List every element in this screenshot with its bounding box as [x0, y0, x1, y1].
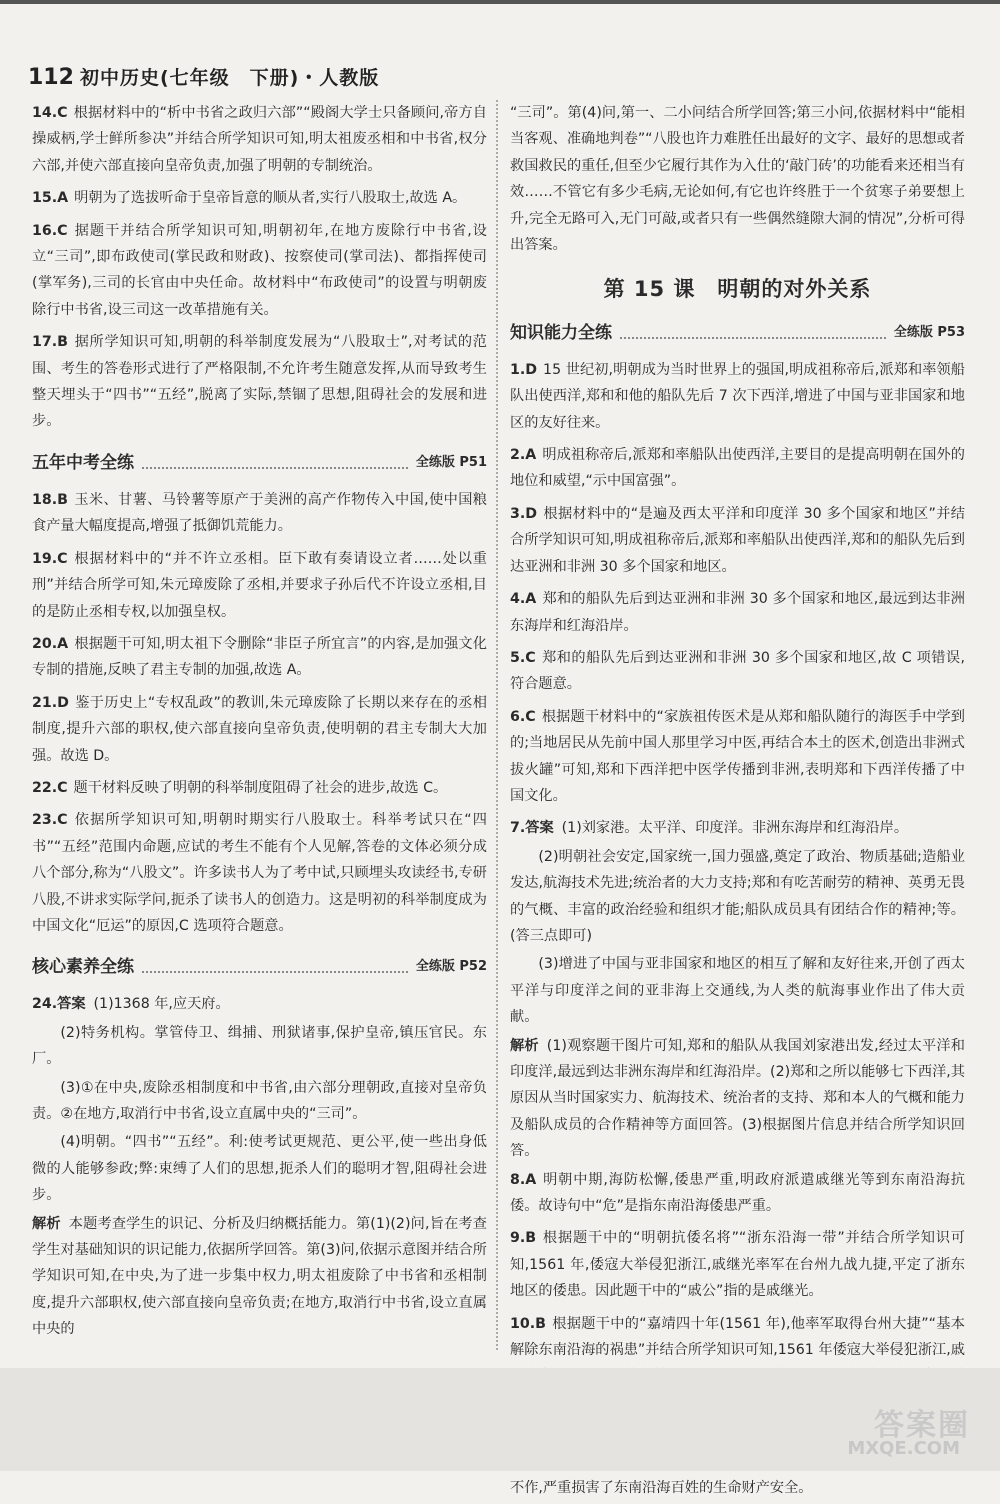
- answer-number: 5.C: [510, 649, 536, 666]
- answer-text: 根据题干可知,明太祖下令删除“非臣子所宜言”的内容,是加强文化专制的措施,反映了君主专制的加强,故选 A。: [32, 635, 487, 679]
- answer-text: 根据材料中的“析中书省之政归六部”“殿阁大学士只备顾问,帝方自操威柄,学士鲜所参决”并结合所学知识可知,明太祖废丞相和中书省,权分六部,并使六部直接向皇帝负责,加强了明朝的专制统治。: [32, 105, 487, 174]
- answer-item: [32, 185, 487, 211]
- section-ref: 全练版 P53: [893, 324, 965, 340]
- answer-number: 2.A: [510, 447, 537, 464]
- answer-number: 4.A: [510, 591, 537, 608]
- answer-text: 明朝为了选拔听命于皇帝旨意的顺从者,实行八股取士,故选 A。: [74, 190, 467, 207]
- left-column: [32, 100, 487, 1345]
- answer-item: [510, 1167, 965, 1220]
- q7-line-3: (3)增进了中国与亚非国家和地区的相互了解和友好往来,开创了西太平洋与印度洋之间的亚非海上交通线,为人类的航海事业作出了伟大贡献。: [510, 956, 965, 1026]
- section-dots: [142, 457, 408, 469]
- right-column: [510, 100, 965, 1504]
- q7-analysis-tag: 解析: [510, 1037, 539, 1054]
- page-number: 112: [28, 65, 74, 90]
- section-dots: [620, 327, 886, 339]
- answer-text: 明朝中期,海防松懈,倭患严重,明政府派遣戚继光等到东南沿海抗倭。故诗句中“危”是指东南沿海倭患严重。: [510, 1171, 965, 1215]
- answer-number: 6.C: [510, 708, 536, 725]
- answer-text: 鉴于历史上“专权乱政”的教训,朱元璋废除了长期以来存在的丞相制度,提升六部的职权,使六部直接向皇帝负责,使明朝的君主专制大大加强。故选 D。: [32, 694, 487, 764]
- answer-text: 郑和的船队先后到达亚洲和非洲 30 多个国家和地区,最远到达非洲东海岸和红海沿岸。: [510, 591, 965, 634]
- answer-item: [32, 329, 487, 435]
- answer-number: 14.C: [32, 105, 68, 121]
- answer-item: [510, 704, 965, 810]
- answer-number: 1.D: [510, 361, 538, 378]
- answer-text: 根据题干中的“明朝抗倭名将”“浙东沿海一带”并结合所学知识可知,1561 年,倭寇大举侵犯浙江,戚继光率军在台州九战九捷,平定了浙东地区的倭患。因此题干中的“戚公”指的是戚继光。: [510, 1230, 965, 1300]
- answer-item: [32, 546, 487, 625]
- section-header-core: [32, 953, 487, 981]
- answer-item: [32, 690, 487, 769]
- answer-item: [32, 807, 487, 939]
- answer-item: [32, 218, 487, 324]
- answer-list-c: [510, 357, 965, 810]
- question-7: [510, 815, 965, 1164]
- q24-line-1: (1)1368 年,应天府。: [93, 996, 230, 1013]
- answer-text: 根据题干材料中的“家族祖传医术是从郑和船队随行的海医手中学到的;当地居民从先前中国人那里学习中医,再结合本土的医术,创造出非洲式拔火罐”可知,郑和下西洋把中医学传播到非洲,表明郑和下西洋传播了中国文化。: [510, 708, 965, 804]
- answer-number: 16.C: [32, 222, 68, 239]
- answer-list-b: [32, 487, 487, 940]
- answer-text: 郑和的船队先后到达亚洲和非洲 30 多个国家和地区,故 C 项错误,符合题意。: [510, 649, 965, 693]
- lesson-title: 第 15 课 明朝的对外关系: [603, 277, 872, 302]
- answer-text: 题干材料反映了明朝的科举制度阻碍了社会的进步,故选 C。: [73, 779, 448, 796]
- watermark-url: MXQE.COM: [847, 1438, 960, 1459]
- answer-number: 18.B: [32, 491, 68, 508]
- answer-item: [32, 775, 487, 801]
- answer-number: 19.C: [32, 550, 68, 567]
- q24-first-line: [32, 991, 487, 1017]
- answer-item: [510, 442, 965, 495]
- answer-number: 15.A: [32, 190, 69, 207]
- q11-text: 不作,严重损害了东南沿海百姓的生命财产安全。: [510, 1480, 813, 1497]
- answer-number: 10.B: [510, 1315, 546, 1332]
- section-dots: [142, 961, 408, 973]
- section-title: 知识能力全练: [510, 322, 612, 343]
- q7-line-2: (2)明朝社会安定,国家统一,国力强盛,奠定了政治、物质基础;造船业发达,航海技术先进;统治者的大力支持;郑和有吃苦耐劳的精神、英勇无畏的气概、丰富的政治经验和组织才能;船队成员具有团结合作的精神;等。(答三点即可): [510, 848, 965, 944]
- question-24: [32, 991, 487, 1342]
- answer-number: 3.D: [510, 505, 538, 522]
- book-title: 初中历史(七年级 下册)・人教版: [79, 67, 380, 89]
- answer-item: [510, 501, 965, 580]
- answer-text: 根据题干中的“嘉靖四十年(1561 年),他率军取得台州大捷”“基本解除东南沿海的祸患”并结合所学知识可知,1561 年倭寇大举侵犯浙江,戚: [510, 1315, 965, 1359]
- answer-list-a: [32, 100, 487, 435]
- answer-number: 8.A: [510, 1171, 537, 1188]
- answer-item: [510, 645, 965, 698]
- section-header-five-year: [32, 449, 487, 477]
- q7-analysis: [510, 1033, 965, 1165]
- q24-analysis: [32, 1211, 487, 1343]
- answer-item: [32, 100, 487, 179]
- answer-item: [510, 1225, 965, 1304]
- q7-analysis-text: (1)观察题干图片可知,郑和的船队从我国刘家港出发,经过太平洋和印度洋,最远到达非洲东海岸和红海沿岸。(2)郑和之所以能够七下西洋,其原因从当时国家实力、航海技术、统治者的支持、郑和本人的气概和能力及船队成员的合作精神等方面回答。(3)根据图片信息并结合所学知识回答。: [510, 1037, 965, 1160]
- q24-line-4: (4)明朝。“四书”“五经”。利:使考试更规范、更公平,使一些出身低微的人能够参政;弊:束缚了人们的思想,扼杀人们的聪明才智,阻碍社会进步。: [32, 1134, 487, 1204]
- section-title: 核心素养全练: [32, 957, 134, 978]
- answer-number: 17.B: [32, 334, 68, 351]
- q7-first-line: [510, 815, 965, 841]
- q24-line-3: (3)①在中央,废除丞相制度和中书省,由六部分理朝政,直接对皇帝负责。②在地方,取消行中书省,设立直属中央的“三司”。: [32, 1079, 487, 1122]
- section-title: 五年中考全练: [32, 452, 134, 473]
- answer-number: 22.C: [32, 779, 68, 796]
- answer-text: 玉米、甘薯、马铃薯等原产于美洲的高产作物传入中国,使中国粮食产量大幅度提高,增强了抵御饥荒能力。: [32, 491, 487, 535]
- answer-text: 根据材料中的“并不许立丞相。臣下敢有奏请设立者……处以重刑”并结合所学可知,朱元璋废除了丞相,并要求子孙后代不许设立丞相,目的是防止丞相专权,以加强皇权。: [32, 550, 487, 620]
- answer-number: 23.C: [32, 812, 68, 829]
- top-rule: [0, 0, 1000, 4]
- answer-text: 依据所学知识可知,明朝时期实行八股取士。科举考试只在“四书”“五经”范围内命题,应试的考生不能有个人见解,答卷的文体必须分成八个部分,称为“八股文”。许多读书人为了考中试,只顾埋头攻读经书,专研八股,不讲求实际学问,扼杀了读书人的创造力。这是明初的科举制度成为中国文化“厄运”的原因,C 选项符合题意。: [32, 812, 487, 934]
- answer-item: [510, 586, 965, 639]
- answer-item: [510, 357, 965, 436]
- answer-number: 21.D: [32, 694, 69, 711]
- q24-line-2: (2)特务机构。掌管侍卫、缉捕、刑狱诸事,保护皇帝,镇压官民。东厂。: [32, 1024, 487, 1068]
- answer-text: 明成祖称帝后,派郑和率船队出使西洋,主要目的是提高明朝在国外的地位和威望,“示中国富强”。: [510, 447, 965, 490]
- section-ref: 全练版 P52: [415, 959, 487, 975]
- answer-text: 据所学知识可知,明朝的科举制度发展为“八股取士”,对考试的范围、考生的答卷形式进行了严格限制,不允许考生随意发挥,从而导致考生整天埋头于“四书”“五经”,脱离了实际,禁锢了思想,阻碍社会的发展和进步。: [32, 334, 487, 430]
- section-header-knowledge: [510, 319, 965, 347]
- q7-tag: 7.答案: [510, 820, 554, 837]
- q24-tag: 24.答案: [32, 996, 86, 1013]
- answer-text: 根据材料中的“是遍及西太平洋和印度洋 30 多个国家和地区”并结合所学知识可知,明成祖称帝后,派郑和率船队出使西洋,郑和的船队先后到达亚洲和非洲 30 多个国家和地区。: [510, 505, 965, 575]
- answer-item: [32, 631, 487, 684]
- column-separator: [496, 100, 499, 1350]
- q24-analysis-tag: 解析: [32, 1215, 61, 1232]
- q7-line-1: (1)刘家港。太平洋、印度洋。非洲东海岸和红海沿岸。: [561, 820, 909, 837]
- answer-text: 15 世纪初,明朝成为当时世界上的强国,明成祖称帝后,派郑和率领船队出使西洋,郑和和他的船队先后 7 次下西洋,增进了中国与亚非国家和地区的友好往来。: [510, 361, 965, 431]
- section-ref: 全练版 P51: [415, 454, 487, 470]
- page-header: [28, 58, 968, 90]
- q24-continuation: “三司”。第(4)问,第一、二小问结合所学回答;第三小问,依据材料中“能相当客观、准确地判卷”“八股也许力难胜任出最好的文字、最好的思想或者救国救民的重任,但至少它履行其作为入仕的‘敲门砖’的功能看来还相当有效……不管它有多少毛病,无论如何,有它也许终胜于一个贫寒子弟要想上升,完全无路可入,无门可敲,或者只有一些偶然缝隙大洞的情况”,分析可得出答案。: [510, 105, 965, 254]
- answer-text: 据题干并结合所学知识可知,明朝初年,在地方废除行中书省,设立“三司”,即布政使司(掌民政和财政)、按察使司(掌司法)、都指挥使司(掌军务),三司的长官由中央任命。故材料中“布政使司”的设置与明朝废除行中书省,设三司这一改革措施有关。: [32, 222, 487, 318]
- answer-number: 9.B: [510, 1230, 537, 1247]
- q24-analysis-text: 本题考查学生的识记、分析及归纳概括能力。第(1)(2)问,旨在考查学生对基础知识的识记能力,依据所学回答。第(3)问,依据示意图并结合所学知识可知,在中央,为了进一步集中权力,明太祖废除了中书省和丞相制度,提升六部职权,使六部直接向皇帝负责;在地方,取消行中书省,设立直属中央的: [32, 1215, 487, 1338]
- answer-number: 20.A: [32, 635, 69, 652]
- answer-item: [32, 487, 487, 540]
- watermark-logo: 答案圈: [874, 1408, 970, 1443]
